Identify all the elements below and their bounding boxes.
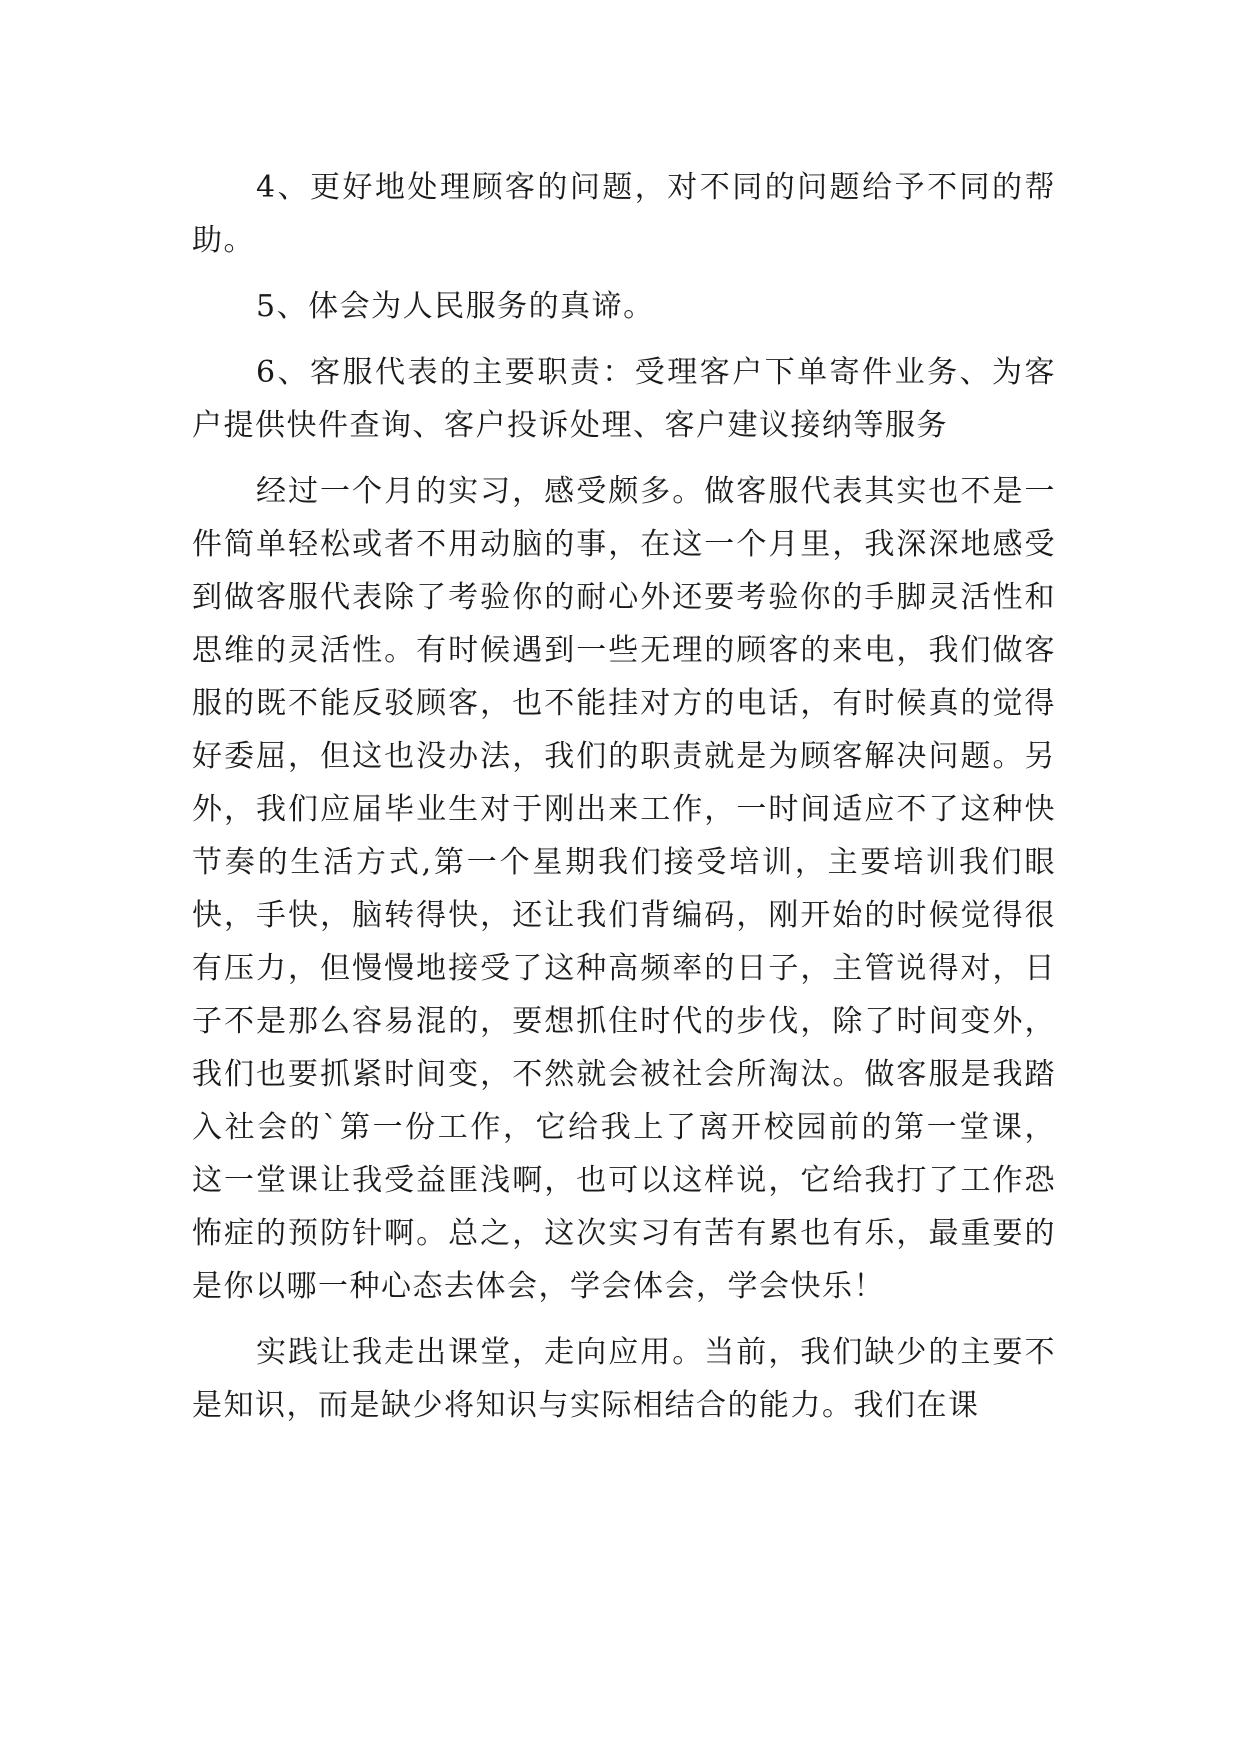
document-body bbox=[192, 161, 1056, 1445]
paragraph-practice: 实践让我走出课堂，走向应用。当前，我们缺少的主要不是知识，而是缺少将知识与实际相结合的能力。我们在课 bbox=[192, 1335, 1056, 1423]
paragraph-item-6: 6、客服代表的主要职责：受理客户下单寄件业务、为客户提供快件查询、客户投诉处理、客户建议接纳等服务 bbox=[192, 355, 1056, 443]
paragraph-internship-reflection: 经过一个月的实习，感受颇多。做客服代表其实也不是一件简单轻松或者不用动脑的事，在这一个月里，我深深地感受到做客服代表除了考验你的耐心外还要考验你的手脚灵活性和思维的灵活性。有时候遇到一些无理的顾客的来电，我们做客服的既不能反驳顾客，也不能挂对方的电话，有时候真的觉得好委屈，但这也没办法，我们的职责就是为顾客解决问题。另外，我们应届毕业生对于刚出来工作，一时间适应不了这种快节奏的生活方式,第一个星期我们接受培训，主要培训我们眼快，手快，脑转得快，还让我们背编码，刚开始的时候觉得很有压力，但慢慢地接受了这种高频率的日子，主管说得对，日子不是那么容易混的，要想抓住时代的步伐，除了时间变外，我们也要抓紧时间变，不然就会被社会所淘汰。做客服是我踏入社会的`第一份工作，它给我上了离开校园前的第一堂课，这一堂课让我受益匪浅啊，也可以这样说，它给我打了工作恐怖症的预防针啊。总之，这次实习有苦有累也有乐，最重要的是你以哪一种心态去体会，学会体会，学会快乐！ bbox=[192, 474, 1056, 1304]
paragraph-item-4: 4、更好地处理顾客的问题，对不同的问题给予不同的帮助。 bbox=[192, 170, 1056, 258]
paragraph-item-5: 5、体会为人民服务的真谛。 bbox=[256, 289, 655, 324]
